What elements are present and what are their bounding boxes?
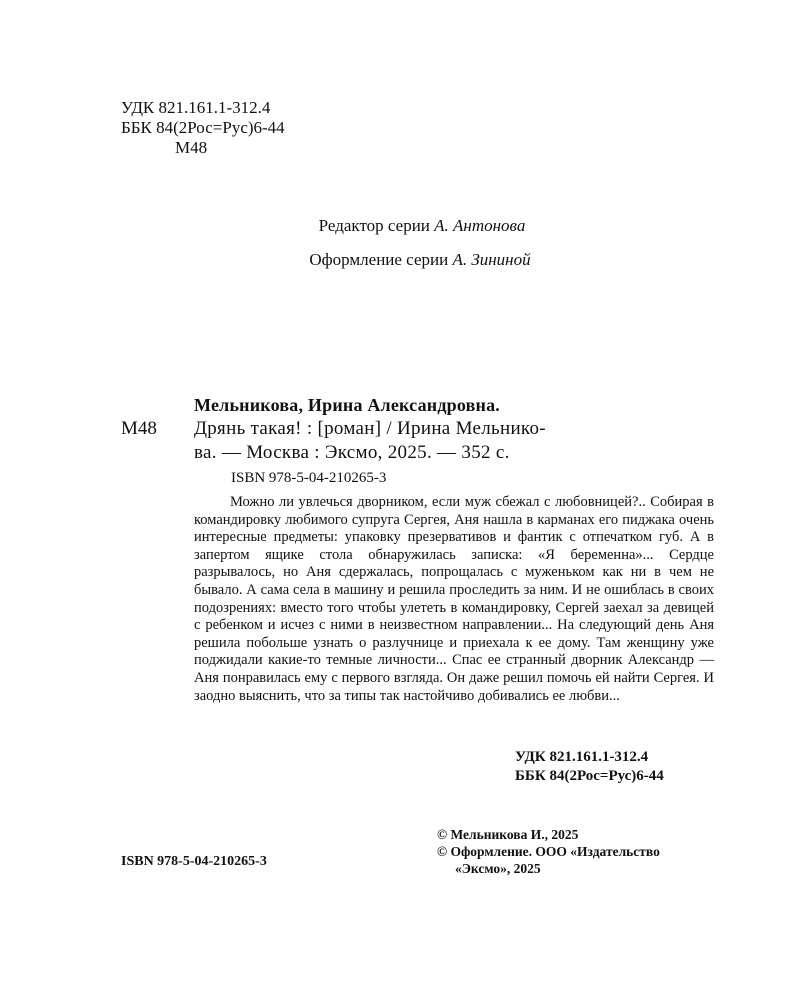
series-editor-name: А. Антонова	[434, 216, 526, 235]
series-design-name: А. Зининой	[452, 250, 531, 269]
copyright-author: © Мельникова И., 2025	[437, 827, 579, 842]
bbk-code-bottom: ББК 84(2Рос=Рус)6-44	[515, 768, 664, 784]
record-title-line-1: Дрянь такая! : [роман] / Ирина Мельнико-	[194, 418, 546, 439]
udk-code: УДК 821.161.1-312.4	[121, 98, 271, 117]
copyright-block	[437, 826, 660, 877]
isbn-bottom: ISBN 978-5-04-210265-3	[121, 854, 267, 869]
record-author: Мельникова, Ирина Александровна.	[194, 395, 501, 415]
udk-code-bottom: УДК 821.161.1-312.4	[515, 749, 649, 765]
classification-block	[121, 98, 285, 158]
copyright-publisher: «Эксмо», 2025	[455, 861, 541, 876]
bbk-code: ББК 84(2Рос=Рус)6-44	[121, 118, 285, 137]
classification-block-bottom	[515, 748, 664, 786]
copyright-design: © Оформление. ООО «Издательство	[437, 844, 660, 859]
series-editor	[22, 216, 800, 236]
shelf-mark: М48	[121, 418, 157, 439]
series-design	[20, 250, 800, 270]
record-title-line-2: ва. — Москва : Эксмо, 2025. — 352 с.	[194, 442, 510, 463]
series-design-label: Оформление серии	[309, 250, 453, 269]
record-isbn: ISBN 978-5-04-210265-3	[231, 470, 387, 486]
author-mark: М48	[175, 138, 208, 157]
series-editor-label: Редактор серии	[318, 216, 435, 235]
book-abstract: Можно ли увлечься дворником, если муж сбежал с любовницей?.. Собирая в командировку любимого супруга Сергея, Аня нашла в карманах его пиджака очень интересные предметы: упаковку презервативов и фантик с отпечатком губ. А в запертом ящике стола обнаружилась записка: «Я беременна»... Сердце разрывалось, но Аня сдержалась, попрощалась с муженьком как ни в чем не бывало. А сама села в машину и решила проследить за ним. И не ошиблась в своих подозрениях: вместо того чтобы улететь в командировку, Сергей заехал за девицей с ребенком и исчез с ними в неизвестном направлении... На следующий день Аня решила побольше узнать о разлучнице и приехала к ее дому. Там женщину уже поджидали какие-то темные личности... Спас ее странный дворник Александр — Аня понравилась ему с первого взгляда. Он даже решил помочь ей найти Сергея. И заодно выяснить, что за типы так настойчиво добивались ее любви...	[194, 494, 714, 704]
